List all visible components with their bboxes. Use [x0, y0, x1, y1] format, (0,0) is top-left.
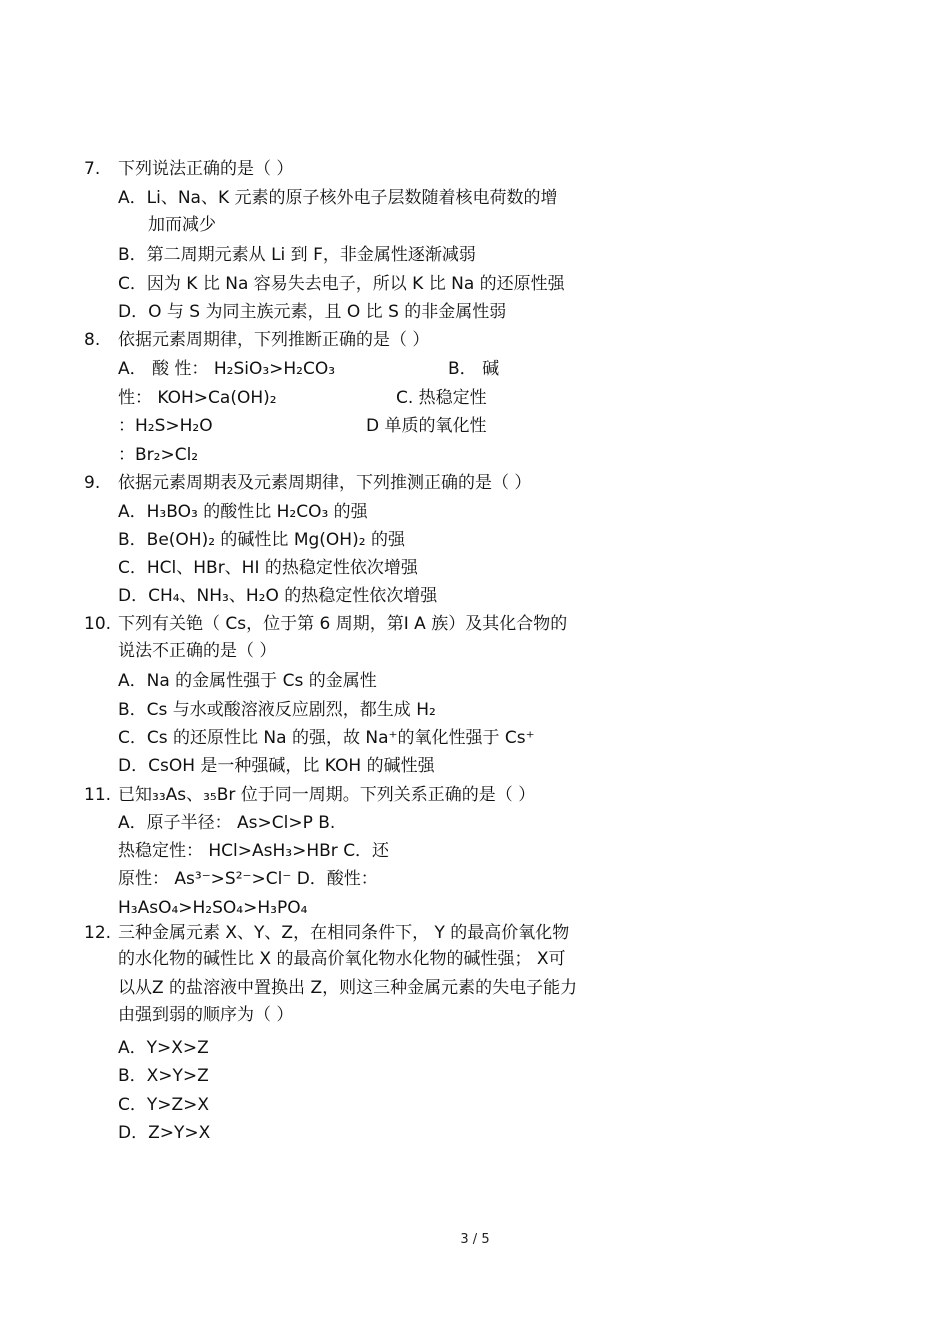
question-stem-continued: 由强到弱的顺序为（ ） — [118, 1005, 294, 1025]
option-a-continued: 加而减少 — [148, 215, 216, 235]
option-line: 热稳定性： HCl>AsH₃>HBr C．还 — [118, 841, 390, 861]
question-number: 7. — [84, 159, 101, 179]
question-stem: 下列说法正确的是（ ） — [118, 159, 294, 179]
option-line: H₃AsO₄>H₂SO₄>H₃PO₄ — [118, 898, 308, 918]
option-line-left: 性： KOH>Ca(OH)₂ — [118, 388, 277, 408]
question-number: 8. — [84, 330, 101, 350]
option-d: D．CsOH 是一种强碱，比 KOH 的碱性强 — [118, 756, 435, 776]
option-a: A．Y>X>Z — [118, 1038, 209, 1058]
question-number: 12. — [84, 923, 112, 943]
option-c: C．HCl、HBr、HI 的热稳定性依次增强 — [118, 558, 418, 578]
option-a: A．Na 的金属性强于 Cs 的金属性 — [118, 671, 377, 691]
option-a: A．H₃BO₃ 的酸性比 H₂CO₃ 的强 — [118, 502, 368, 522]
option-b: B．Cs 与水或酸溶液反应剧烈，都生成 H₂ — [118, 700, 436, 720]
option-b: B．X>Y>Z — [118, 1066, 209, 1086]
option-c: C．Y>Z>X — [118, 1095, 210, 1115]
option-a: A．Li、Na、K 元素的原子核外电子层数随着核电荷数的增 — [118, 188, 558, 208]
question-number: 11. — [84, 785, 112, 805]
option-line-right: B． 碱 — [448, 359, 500, 379]
question-number: 9. — [84, 473, 101, 493]
option-line: 原性： As³⁻>S²⁻>Cl⁻ D．酸性： — [118, 869, 378, 889]
option-b: B．Be(OH)₂ 的碱性比 Mg(OH)₂ 的强 — [118, 530, 405, 550]
question-stem-continued: 说法不正确的是（ ） — [118, 641, 277, 661]
question-stem: 依据元素周期律，下列推断正确的是（ ） — [118, 330, 430, 350]
option-d: D．CH₄、NH₃、H₂O 的热稳定性依次增强 — [118, 586, 438, 606]
question-number: 10. — [84, 614, 112, 634]
page-number: 3 / 5 — [460, 1232, 490, 1247]
option-line-right: C. 热稳定性 — [396, 388, 487, 408]
option-d: D．Z>Y>X — [118, 1123, 211, 1143]
option-c: C．Cs 的还原性比 Na 的强，故 Na⁺的氧化性强于 Cs⁺ — [118, 728, 535, 748]
question-stem-continued: 的水化物的碱性比 X 的最高价氧化物水化物的碱性强； X可 — [118, 949, 566, 969]
option-line-left: A． 酸 性： H₂SiO₃>H₂CO₃ — [118, 359, 336, 379]
option-line: A．原子半径： As>Cl>P B. — [118, 813, 336, 833]
option-c: C．因为 K 比 Na 容易失去电子，所以 K 比 Na 的还原性强 — [118, 274, 565, 294]
option-b: B．第二周期元素从 Li 到 F，非金属性逐渐减弱 — [118, 245, 476, 265]
option-line-left: ：H₂S>H₂O — [118, 416, 213, 436]
question-stem-continued: 以从Z 的盐溶液中置换出 Z，则这三种金属元素的失电子能力 — [118, 978, 578, 998]
option-line-right: D 单质的氧化性 — [366, 416, 487, 436]
question-stem: 下列有关铯（ Cs，位于第 6 周期，第Ⅰ A 族）及其化合物的 — [118, 614, 568, 634]
option-d: D．O 与 S 为同主族元素，且 O 比 S 的非金属性弱 — [118, 302, 507, 322]
question-stem: 已知₃₃As、₃₅Br 位于同一周期。下列关系正确的是（ ） — [118, 785, 536, 805]
question-stem: 依据元素周期表及元素周期律，下列推测正确的是（ ） — [118, 473, 532, 493]
question-stem: 三种金属元素 X、Y、Z，在相同条件下， Y 的最高价氧化物 — [118, 923, 570, 943]
option-line-left: ：Br₂>Cl₂ — [118, 445, 199, 465]
